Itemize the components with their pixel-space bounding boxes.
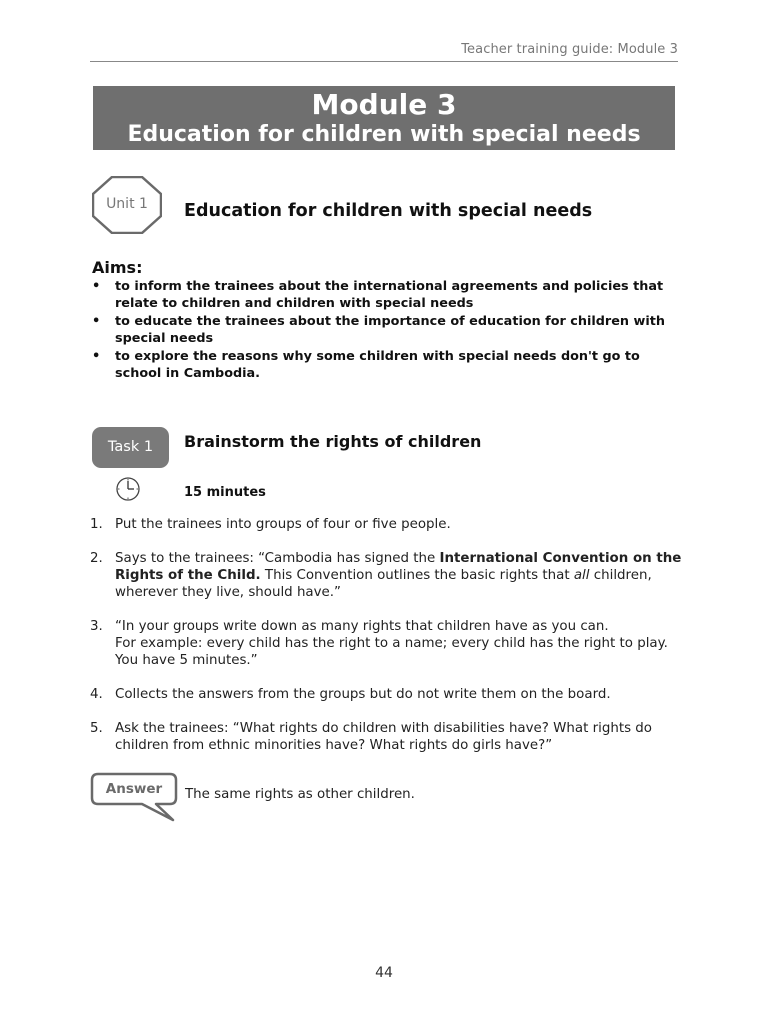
page-number: 44: [375, 965, 393, 981]
answer-text: The same rights as other children.: [185, 787, 415, 802]
aim-item: • to inform the trainees about the international agreements and policies that relate to children and children with special needs: [92, 278, 682, 312]
step-item: [90, 550, 690, 601]
running-header: Teacher training guide: Module 3: [461, 42, 678, 57]
answer-badge-label: Answer: [105, 781, 163, 797]
task-title: Brainstorm the rights of children: [184, 432, 482, 451]
step-emphasis: all: [573, 568, 590, 583]
aims-heading: Aims:: [92, 258, 143, 277]
unit-title: Education for children with special needs: [184, 201, 593, 221]
step-item: [90, 686, 690, 703]
step-item: [90, 516, 690, 533]
aim-item: • to explore the reasons why some children with special needs don't go to school in Cambodia.: [92, 348, 682, 382]
step-item: [90, 618, 690, 669]
step-line: “In your groups write down as many rights that children have as you can.: [115, 619, 609, 634]
step-item: [90, 720, 690, 754]
step-text: Says to the trainees: “Cambodia has signed the: [115, 551, 440, 566]
step-number: 5.: [90, 721, 103, 736]
task-duration: 15 minutes: [184, 485, 266, 500]
step-emphasis: International Convention on the Rights of the Child.: [115, 551, 682, 583]
aim-item: • to educate the trainees about the importance of education for children with special needs: [92, 313, 682, 347]
step-text: Collects the answers from the groups but do not write them on the board.: [115, 687, 611, 702]
step-number: 1.: [90, 517, 103, 532]
speech-bubble-icon: [90, 772, 178, 822]
clock-icon: [114, 476, 142, 502]
step-number: 2.: [90, 551, 103, 566]
step-text: children, wherever they live, should have.”: [115, 568, 652, 600]
unit-badge-label: Unit 1: [106, 196, 148, 212]
module-subtitle: Education for children with special needs: [127, 122, 641, 147]
step-text: Put the trainees into groups of four or five people.: [115, 517, 451, 532]
step-line: You have 5 minutes.”: [115, 653, 258, 668]
step-number: 4.: [90, 687, 103, 702]
module-banner: [93, 86, 675, 150]
aims-list: [92, 278, 682, 383]
step-text: This Convention outlines the basic rights that: [260, 568, 574, 583]
step-number: 3.: [90, 619, 103, 634]
module-title: Module 3: [311, 88, 457, 121]
header-divider: [90, 61, 678, 62]
step-text: Ask the trainees: “What rights do children with disabilities have? What rights do children from ethnic minorities have? What rights do girls have?”: [115, 721, 652, 753]
step-line: For example: every child has the right to a name; every child has the right to play.: [115, 636, 668, 651]
steps-list: [90, 516, 690, 771]
task-badge: Task 1: [92, 427, 169, 468]
